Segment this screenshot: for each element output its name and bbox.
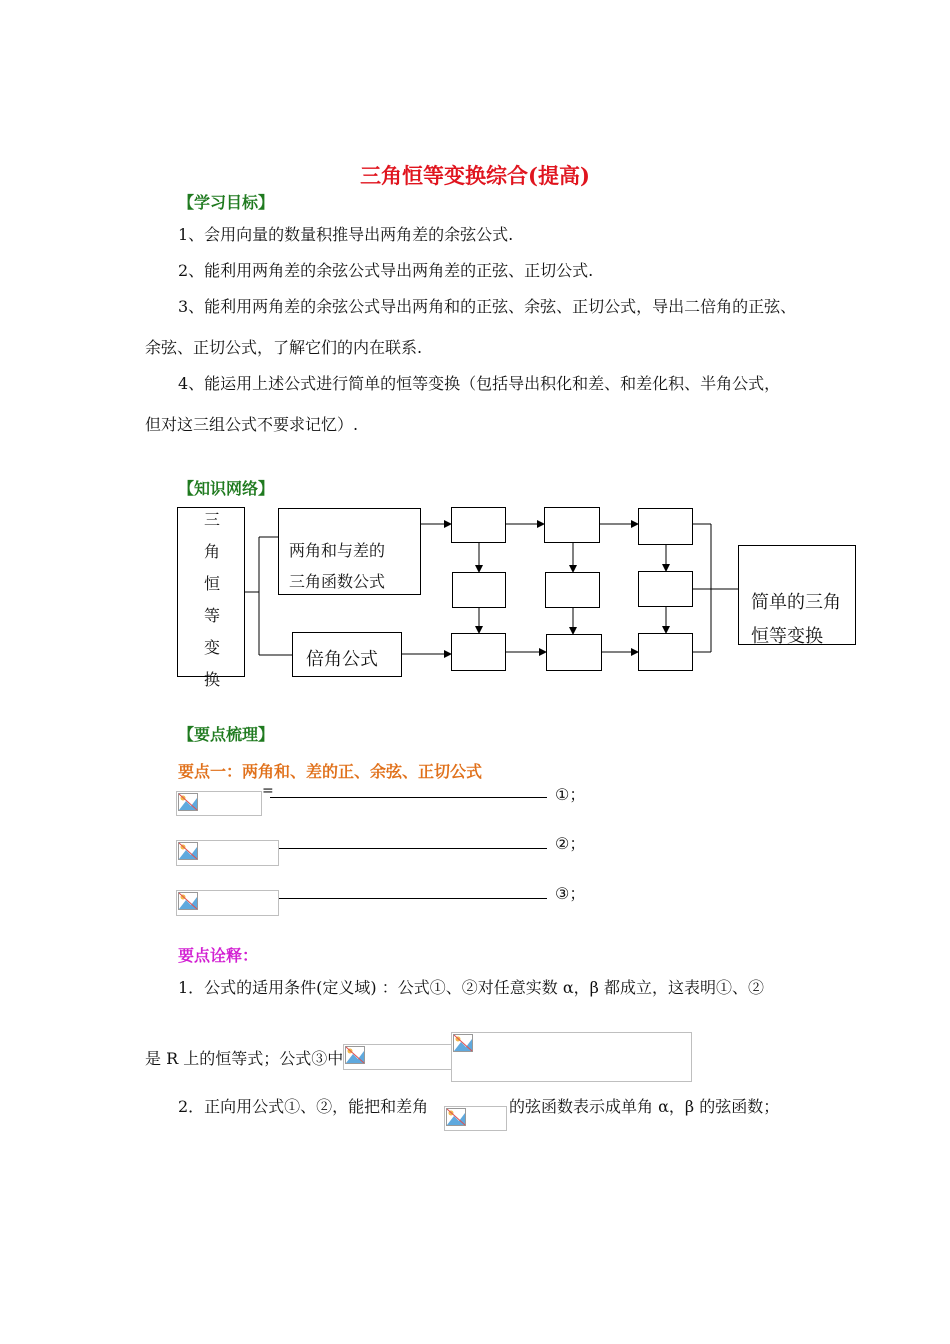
broken-image-icon bbox=[446, 1108, 466, 1126]
diagram-char: 变 bbox=[203, 638, 220, 657]
note-1-line-1: 1．公式的适用条件(定义域) ：公式①、②对任意实数 α，β 都成立，这表明①、② bbox=[178, 978, 764, 997]
formula-mark-1: ①； bbox=[555, 785, 586, 804]
equals-sign: = bbox=[262, 783, 274, 799]
broken-image-icon bbox=[178, 892, 198, 910]
broken-image-icon bbox=[178, 842, 198, 860]
diagram-empty-box bbox=[451, 633, 506, 671]
diagram-empty-box bbox=[545, 572, 600, 608]
section-heading-network: 【知识网络】 bbox=[178, 479, 275, 498]
formula-image-placeholder bbox=[176, 890, 279, 916]
note-2-part-2: 的弦函数表示成单角 α，β 的弦函数； bbox=[509, 1097, 780, 1116]
formula-blank-line bbox=[279, 848, 547, 849]
diagram-empty-box bbox=[546, 634, 602, 671]
diagram-box-simple-transform bbox=[738, 545, 856, 645]
broken-image-icon bbox=[453, 1034, 473, 1052]
diagram-empty-box bbox=[638, 633, 693, 671]
diagram-label-sum-diff-1: 两角和与差的 bbox=[289, 541, 386, 560]
diagram-box-sum-diff-formulas bbox=[278, 508, 421, 595]
objective-item-3-line-2: 余弦、正切公式，了解它们的内在联系. bbox=[145, 338, 423, 357]
objective-item-4-line-2: 但对这三组公式不要求记忆）. bbox=[145, 415, 359, 434]
diagram-box-double-angle bbox=[292, 632, 402, 677]
formula-image-placeholder bbox=[444, 1106, 507, 1131]
formula-blank-line bbox=[270, 797, 547, 798]
diagram-char: 恒 bbox=[203, 574, 220, 593]
diagram-char: 三 bbox=[203, 510, 220, 529]
formula-mark-2: ②； bbox=[555, 834, 586, 853]
diagram-empty-box bbox=[638, 508, 693, 545]
note-2-part-1: 2．正向用公式①、②，能把和差角 bbox=[178, 1097, 429, 1116]
diagram-empty-box bbox=[452, 572, 506, 608]
note-1-line-2: 是 R 上的恒等式；公式③中 bbox=[145, 1049, 344, 1068]
diagram-empty-box bbox=[638, 571, 693, 607]
objective-item-2: 2、能利用两角差的余弦公式导出两角差的正弦、正切公式. bbox=[178, 261, 594, 280]
formula-image-placeholder bbox=[176, 791, 262, 816]
formula-image-placeholder bbox=[343, 1044, 453, 1070]
diagram-char: 角 bbox=[203, 542, 220, 561]
diagram-empty-box bbox=[544, 507, 600, 543]
broken-image-icon bbox=[345, 1046, 365, 1064]
formula-image-placeholder bbox=[451, 1032, 692, 1082]
notes-heading: 要点诠释： bbox=[178, 946, 259, 965]
diagram-char: 等 bbox=[203, 606, 220, 625]
diagram-box-trig-identity bbox=[177, 507, 245, 689]
page-title: 三角恒等变换综合(提高) bbox=[360, 163, 590, 188]
diagram-label-sum-diff-2: 三角函数公式 bbox=[289, 572, 386, 591]
objective-item-3-line-1: 3、能利用两角差的余弦公式导出两角和的正弦、余弦、正切公式，导出二倍角的正弦、 bbox=[178, 297, 797, 316]
keypoint-heading: 要点一：两角和、差的正、余弦、正切公式 bbox=[178, 762, 483, 781]
section-heading-objectives: 【学习目标】 bbox=[178, 193, 275, 212]
formula-blank-line bbox=[279, 898, 547, 899]
broken-image-icon bbox=[178, 793, 198, 811]
diagram-empty-box bbox=[451, 507, 506, 543]
diagram-label-double-angle: 倍角公式 bbox=[306, 649, 378, 670]
objective-item-1: 1、会用向量的数量积推导出两角差的余弦公式. bbox=[178, 225, 514, 244]
diagram-label-result-1: 简单的三角 bbox=[751, 592, 841, 613]
section-heading-keypoints: 【要点梳理】 bbox=[178, 725, 275, 744]
diagram-char: 换 bbox=[203, 670, 220, 689]
objective-item-4-line-1: 4、能运用上述公式进行简单的恒等变换（包括导出积化和差、和差化积、半角公式， bbox=[178, 374, 781, 393]
formula-image-placeholder bbox=[176, 840, 279, 866]
formula-mark-3: ③； bbox=[555, 884, 586, 903]
diagram-label-result-2: 恒等变换 bbox=[751, 626, 823, 647]
